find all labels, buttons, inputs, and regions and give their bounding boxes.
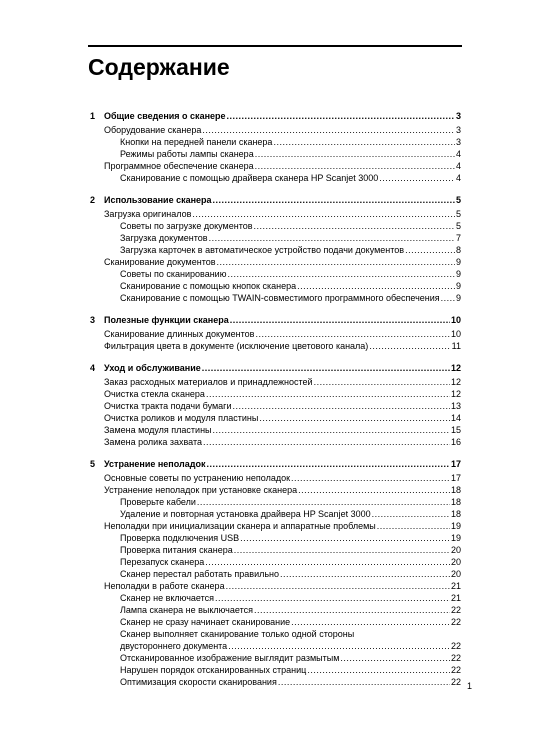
toc-entry-label: Загрузка документов bbox=[120, 233, 208, 243]
toc-subsection-row[interactable] bbox=[86, 604, 461, 616]
toc-entry-label: Перезапуск сканера bbox=[120, 557, 205, 567]
toc-entry-label: Неполадки в работе сканера bbox=[104, 581, 225, 591]
toc-section-row[interactable] bbox=[86, 256, 461, 268]
dot-leader bbox=[297, 280, 455, 292]
toc-subsection-row[interactable] bbox=[86, 532, 461, 544]
toc-entry-label: Устранение неполадок bbox=[104, 459, 206, 469]
dot-leader bbox=[372, 508, 450, 520]
toc-chapter-row[interactable] bbox=[86, 314, 461, 326]
toc-page-number: 4 bbox=[455, 173, 461, 183]
toc-entry-label: Кнопки на передней панели сканера bbox=[120, 137, 273, 147]
toc-entry-label: Очистка роликов и модуля пластины bbox=[104, 413, 259, 423]
toc-section-row[interactable] bbox=[86, 388, 461, 400]
page-number: 1 bbox=[467, 681, 473, 691]
dot-leader bbox=[205, 556, 450, 568]
toc-page-number: 22 bbox=[450, 665, 461, 675]
toc-page-number: 13 bbox=[450, 401, 461, 411]
toc-entry-label: Проверьте кабели bbox=[120, 497, 196, 507]
dot-leader bbox=[259, 412, 450, 424]
dot-leader bbox=[227, 268, 455, 280]
toc-entry-continuation[interactable]: Сканер выполняет сканирование только одной стороны bbox=[120, 629, 355, 639]
table-of-contents bbox=[86, 110, 461, 688]
toc-subsection-row[interactable] bbox=[86, 640, 461, 652]
dot-leader bbox=[227, 110, 455, 122]
toc-page-number: 9 bbox=[455, 281, 461, 291]
toc-page-number: 17 bbox=[450, 459, 461, 469]
toc-section-row[interactable] bbox=[86, 328, 461, 340]
toc-entry-label: двустороннего документа bbox=[120, 641, 228, 651]
dot-leader bbox=[441, 292, 455, 304]
dot-leader bbox=[278, 676, 450, 688]
toc-page-number: 11 bbox=[451, 341, 461, 351]
dot-leader bbox=[202, 362, 450, 374]
toc-subsection-row[interactable] bbox=[86, 496, 461, 508]
toc-chapter-row[interactable] bbox=[86, 194, 461, 206]
chapter-number: 2 bbox=[90, 195, 96, 205]
toc-page-number: 5 bbox=[455, 195, 461, 205]
page-title: Содержание bbox=[88, 54, 230, 80]
toc-entry-label: Загрузка карточек в автоматическое устройство подачи документов bbox=[120, 245, 405, 255]
toc-subsection-row[interactable] bbox=[86, 664, 461, 676]
dot-leader bbox=[202, 124, 455, 136]
toc-entry-label: Советы по сканированию bbox=[120, 269, 227, 279]
toc-section-row[interactable] bbox=[86, 484, 461, 496]
toc-entry-label: Очистка стекла сканера bbox=[104, 389, 205, 399]
toc-subsection-row[interactable] bbox=[86, 232, 461, 244]
dot-leader bbox=[255, 160, 455, 172]
toc-page-number: 12 bbox=[450, 363, 461, 373]
toc-page-number: 21 bbox=[450, 581, 461, 591]
toc-page-number: 3 bbox=[455, 125, 461, 135]
toc-page-number: 12 bbox=[450, 377, 461, 387]
toc-entry-label: Режимы работы лампы сканера bbox=[120, 149, 254, 159]
toc-section-row[interactable] bbox=[86, 340, 461, 352]
toc-page-number: 17 bbox=[450, 473, 461, 483]
toc-subsection-row[interactable] bbox=[86, 268, 461, 280]
toc-entry-label: Уход и обслуживание bbox=[104, 363, 201, 373]
toc-page-number: 20 bbox=[450, 557, 461, 567]
toc-page-number: 4 bbox=[455, 161, 461, 171]
toc-entry-label: Программное обеспечение сканера bbox=[104, 161, 254, 171]
toc-page-number: 9 bbox=[455, 257, 461, 267]
dot-leader bbox=[273, 136, 455, 148]
toc-page-number: 5 bbox=[455, 221, 461, 231]
dot-leader bbox=[203, 436, 450, 448]
dot-leader bbox=[234, 544, 450, 556]
toc-entry-label: Неполадки при инициализации сканера и аппаратные проблемы bbox=[104, 521, 376, 531]
toc-section-row[interactable] bbox=[86, 580, 461, 592]
toc-section-row[interactable] bbox=[86, 124, 461, 136]
toc-entry-label: Сканирование с помощью драйвера сканера HP Scanjet 3000 bbox=[120, 173, 379, 183]
toc-subsection-row[interactable] bbox=[86, 544, 461, 556]
dot-leader bbox=[226, 580, 450, 592]
dot-leader bbox=[206, 458, 450, 470]
toc-page-number: 15 bbox=[450, 425, 461, 435]
toc-page-number: 19 bbox=[450, 533, 461, 543]
toc-page-number: 9 bbox=[455, 269, 461, 279]
toc-subsection-row[interactable] bbox=[86, 148, 461, 160]
dot-leader bbox=[314, 376, 450, 388]
toc-entry-label: Использование сканера bbox=[104, 195, 212, 205]
toc-subsection-row[interactable] bbox=[86, 556, 461, 568]
dot-leader bbox=[213, 194, 455, 206]
dot-leader bbox=[192, 208, 455, 220]
toc-entry-label: Замена модуля пластины bbox=[104, 425, 212, 435]
toc-entry-label: Отсканированное изображение выглядит размытым bbox=[120, 653, 340, 663]
toc-page-number: 20 bbox=[450, 569, 461, 579]
toc-entry-label: Сканирование с помощью кнопок сканера bbox=[120, 281, 297, 291]
dot-leader bbox=[228, 640, 450, 652]
dot-leader bbox=[230, 314, 450, 326]
toc-entry-label: Лампа сканера не выключается bbox=[120, 605, 253, 615]
toc-page-number: 12 bbox=[450, 389, 461, 399]
toc-entry-label: Сканер не сразу начинает сканирование bbox=[120, 617, 291, 627]
dot-leader bbox=[255, 148, 455, 160]
toc-subsection-row[interactable] bbox=[86, 592, 461, 604]
toc-section-row[interactable] bbox=[86, 400, 461, 412]
toc-page-number: 22 bbox=[450, 641, 461, 651]
toc-entry-label: Устранение неполадок при установке сканера bbox=[104, 485, 298, 495]
toc-entry-label: Проверка подключения USB bbox=[120, 533, 240, 543]
dot-leader bbox=[254, 220, 455, 232]
title-rule bbox=[88, 45, 462, 47]
toc-entry-label: Заказ расходных материалов и принадлежностей bbox=[104, 377, 313, 387]
toc-chapter-row[interactable] bbox=[86, 362, 461, 374]
toc-subsection-row[interactable] bbox=[86, 616, 461, 628]
toc-page-number: 22 bbox=[450, 617, 461, 627]
toc-entry-label: Основные советы по устранению неполадок bbox=[104, 473, 291, 483]
dot-leader bbox=[405, 244, 455, 256]
toc-section-row[interactable] bbox=[86, 376, 461, 388]
toc-page-number: 9 bbox=[455, 293, 461, 303]
toc-entry-label: Сканирование документов bbox=[104, 257, 216, 267]
toc-page-number: 4 bbox=[455, 149, 461, 159]
toc-subsection-row[interactable] bbox=[86, 652, 461, 664]
toc-page-number: 3 bbox=[455, 111, 461, 121]
toc-page-number: 18 bbox=[450, 509, 461, 519]
toc-section-row[interactable] bbox=[86, 424, 461, 436]
dot-leader bbox=[240, 532, 450, 544]
toc-page-number: 14 bbox=[450, 413, 461, 423]
toc-entry-label: Очистка тракта подачи бумаги bbox=[104, 401, 232, 411]
dot-leader bbox=[215, 592, 450, 604]
toc-page-number: 5 bbox=[455, 209, 461, 219]
dot-leader bbox=[377, 520, 450, 532]
toc-entry-label: Оборудование сканера bbox=[104, 125, 202, 135]
toc-subsection-row[interactable] bbox=[86, 568, 461, 580]
toc-page-number: 18 bbox=[450, 497, 461, 507]
toc-entry-label: Замена ролика захвата bbox=[104, 437, 202, 447]
toc-page-number: 10 bbox=[450, 329, 461, 339]
dot-leader bbox=[209, 232, 455, 244]
toc-chapter-row[interactable] bbox=[86, 458, 461, 470]
toc-page-number: 10 bbox=[450, 315, 461, 325]
toc-page-number: 7 bbox=[455, 233, 461, 243]
toc-subsection-row[interactable] bbox=[86, 244, 461, 256]
dot-leader bbox=[298, 484, 450, 496]
chapter-number: 5 bbox=[90, 459, 96, 469]
toc-page-number: 16 bbox=[450, 437, 461, 447]
toc-entry-label: Общие сведения о сканере bbox=[104, 111, 226, 121]
toc-page-number: 22 bbox=[450, 653, 461, 663]
toc-section-row[interactable] bbox=[86, 208, 461, 220]
toc-entry-label: Сканирование длинных документов bbox=[104, 329, 255, 339]
toc-section-row[interactable] bbox=[86, 160, 461, 172]
toc-page-number: 8 bbox=[455, 245, 461, 255]
dot-leader bbox=[213, 424, 450, 436]
toc-entry-label: Удаление и повторная установка драйвера HP Scanjet 3000 bbox=[120, 509, 371, 519]
toc-page-number: 21 bbox=[450, 593, 461, 603]
dot-leader bbox=[255, 328, 450, 340]
dot-leader bbox=[307, 664, 450, 676]
chapter-number: 4 bbox=[90, 363, 96, 373]
toc-entry-label: Нарушен порядок отсканированных страниц bbox=[120, 665, 307, 675]
dot-leader bbox=[217, 256, 455, 268]
toc-entry-label: Советы по загрузке документов bbox=[120, 221, 253, 231]
toc-entry-label: Полезные функции сканера bbox=[104, 315, 229, 325]
dot-leader bbox=[206, 388, 450, 400]
toc-entry-label: Фильтрация цвета в документе (исключение цветового канала) bbox=[104, 341, 369, 351]
toc-entry-label: Сканер перестал работать правильно bbox=[120, 569, 280, 579]
toc-subsection-row[interactable] bbox=[86, 508, 461, 520]
toc-section-row[interactable] bbox=[86, 412, 461, 424]
dot-leader bbox=[280, 568, 450, 580]
toc-page-number: 18 bbox=[450, 485, 461, 495]
toc-entry-label: Сканирование с помощью TWAIN-совместимого программного обеспечения bbox=[120, 293, 440, 303]
dot-leader bbox=[197, 496, 450, 508]
chapter-number: 1 bbox=[90, 111, 96, 121]
toc-subsection-row[interactable] bbox=[86, 676, 461, 688]
toc-entry-label: Сканер не включается bbox=[120, 593, 215, 603]
chapter-number: 3 bbox=[90, 315, 96, 325]
toc-page-number: 22 bbox=[450, 677, 461, 687]
toc-subsection-row[interactable] bbox=[86, 292, 461, 304]
toc-section-row[interactable] bbox=[86, 436, 461, 448]
dot-leader bbox=[233, 400, 450, 412]
toc-entry-label: Проверка питания сканера bbox=[120, 545, 233, 555]
dot-leader bbox=[340, 652, 450, 664]
toc-section-row[interactable] bbox=[86, 520, 461, 532]
dot-leader bbox=[291, 472, 450, 484]
toc-page-number: 20 bbox=[450, 545, 461, 555]
toc-chapter-row[interactable] bbox=[86, 110, 461, 122]
toc-page-number: 19 bbox=[450, 521, 461, 531]
toc-entry-label: Оптимизация скорости сканирования bbox=[120, 677, 277, 687]
dot-leader bbox=[291, 616, 450, 628]
toc-entry-label: Загрузка оригиналов bbox=[104, 209, 192, 219]
toc-page-number: 3 bbox=[455, 137, 461, 147]
toc-subsection-row[interactable] bbox=[86, 280, 461, 292]
toc-subsection-row[interactable] bbox=[86, 172, 461, 184]
dot-leader bbox=[254, 604, 450, 616]
toc-subsection-row[interactable] bbox=[86, 136, 461, 148]
dot-leader bbox=[369, 340, 450, 352]
toc-section-row[interactable] bbox=[86, 472, 461, 484]
toc-subsection-row[interactable] bbox=[86, 220, 461, 232]
toc-page-number: 22 bbox=[450, 605, 461, 615]
dot-leader bbox=[379, 172, 455, 184]
